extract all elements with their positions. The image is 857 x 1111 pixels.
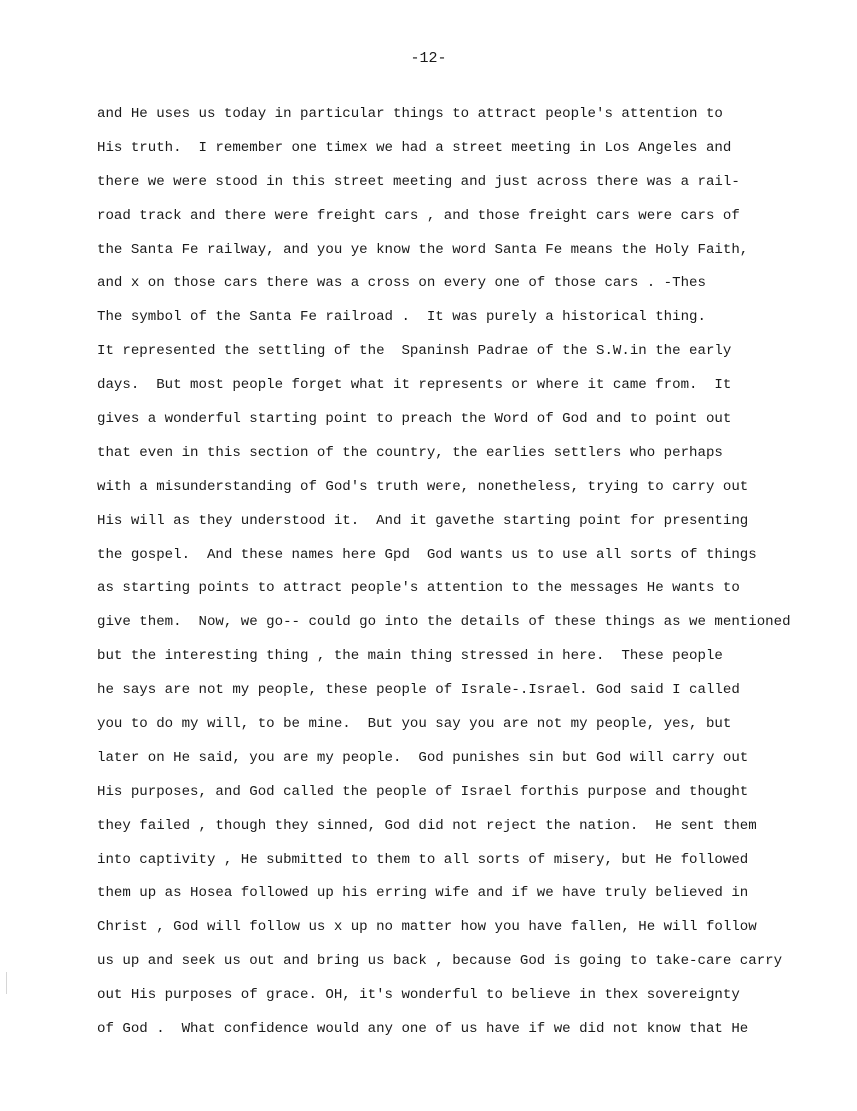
text-line: His will as they understood it. And it gavethe starting point for presenting [97,512,749,529]
text-line: he says are not my people, these people of Israle-.Israel. God said I called [97,682,740,699]
text-line: later on He said, you are my people. God punishes sin but God will carry out [97,749,749,766]
text-line: of God . What confidence would any one of us have if we did not know that He [97,1021,749,1038]
text-line: they failed , though they sinned, God did not reject the nation. He sent them [97,817,757,834]
text-line: them up as Hosea followed up his erring wife and if we have truly believed in [97,885,749,902]
text-line: there we were stood in this street meeting and just across there was a rail- [97,173,740,190]
text-line: that even in this section of the country, the earlies settlers who perhaps [97,444,723,461]
text-line: with a misunderstanding of God's truth were, nonetheless, trying to carry out [97,478,749,495]
text-line: gives a wonderful starting point to preach the Word of God and to point out [97,411,732,428]
margin-mark [6,972,7,994]
text-line: His purposes, and God called the people of Israel forthis purpose and thought [97,783,749,800]
text-line: give them. Now, we go-- could go into the details of these things as we mentioned [97,614,791,631]
text-line: and x on those cars there was a cross on every one of those cars . -Thes [97,275,706,292]
text-line: us up and seek us out and bring us back , because God is going to take-care carry [97,953,783,970]
text-line: Christ , God will follow us x up no matter how you have fallen, He will follow [97,919,757,936]
text-line: the gospel. And these names here Gpd God wants us to use all sorts of things [97,546,757,563]
text-line: the Santa Fe railway, and you ye know the word Santa Fe means the Holy Faith, [97,241,749,258]
text-line: into captivity , He submitted to them to all sorts of misery, but He followed [97,851,749,868]
text-line: His truth. I remember one timex we had a street meeting in Los Angeles and [97,139,732,156]
text-line: you to do my will, to be mine. But you say you are not my people, yes, but [97,716,732,733]
page-number: -12- [410,50,447,67]
text-line: It represented the settling of the Spaninsh Padrae of the S.W.in the early [97,343,732,360]
text-line: as starting points to attract people's attention to the messages He wants to [97,580,740,597]
text-body [97,98,842,1047]
text-line: out His purposes of grace. OH, it's wonderful to believe in thex sovereignty [97,987,740,1004]
text-line: but the interesting thing , the main thing stressed in here. These people [97,648,723,665]
text-line: The symbol of the Santa Fe railroad . It was purely a historical thing. [97,309,706,326]
text-line: road track and there were freight cars , and those freight cars were cars of [97,207,740,224]
text-line: and He uses us today in particular things to attract people's attention to [97,106,723,122]
text-line: days. But most people forget what it represents or where it came from. It [97,377,732,394]
